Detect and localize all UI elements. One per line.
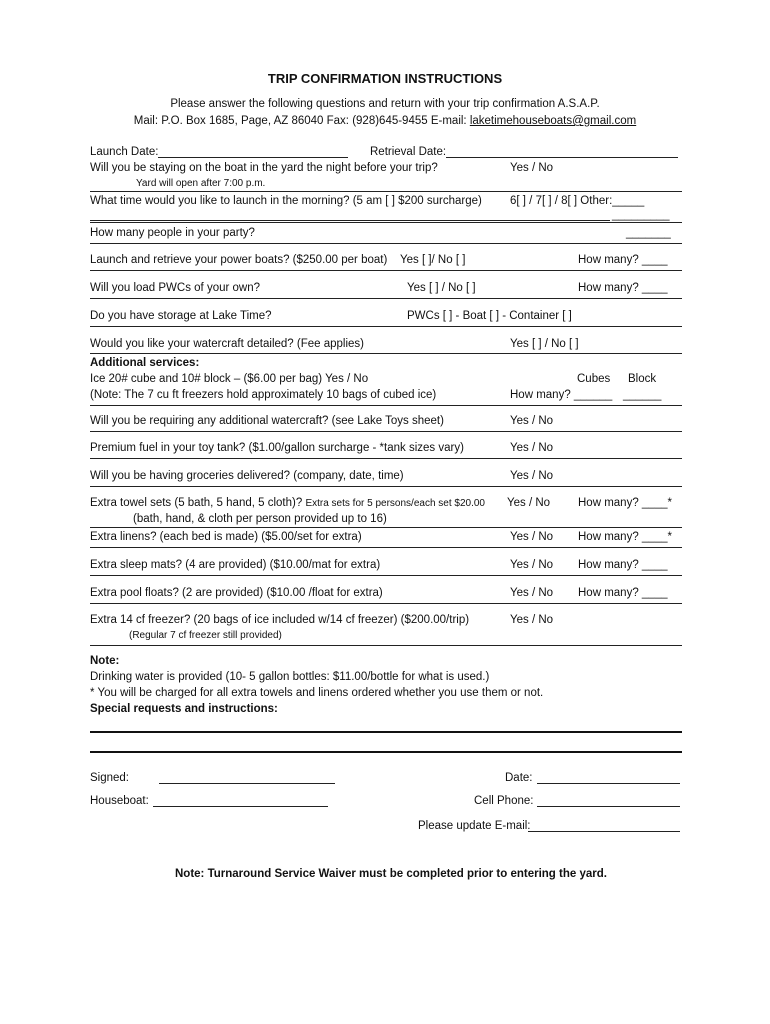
launch-time-extra-blank[interactable]: _________ [612, 209, 670, 221]
divider [90, 353, 682, 354]
additional-services-heading: Additional services: [90, 357, 200, 369]
cell-phone-label: Cell Phone: [474, 795, 534, 807]
cell-phone-field[interactable] [537, 806, 680, 807]
divider [90, 575, 682, 576]
divider [90, 603, 682, 604]
divider [90, 405, 682, 406]
sleep-mats-count[interactable]: How many? ____ [578, 559, 668, 571]
ice-cubes-label: Cubes [577, 373, 611, 385]
intro-text: Please answer the following questions and return with your trip confirmation A.S.A.P. [170, 98, 600, 110]
divider [90, 326, 682, 327]
pwc-load-question: Will you load PWCs of your own? [90, 282, 261, 294]
party-size-question: How many people in your party? [90, 227, 255, 239]
special-requests-heading: Special requests and instructions: [90, 703, 278, 715]
sleep-mats-question: Extra sleep mats? (4 are provided) ($10.00/mat for extra) [90, 559, 381, 571]
groceries-answer[interactable]: Yes / No [510, 470, 554, 482]
towel-question [90, 496, 485, 511]
divider [90, 645, 682, 646]
linens-count[interactable]: How many? ____* [578, 531, 672, 543]
retrieval-date-field[interactable] [446, 157, 678, 158]
launch-time-question: What time would you like to launch in the morning? (5 am [ ] $200 surcharge) [90, 195, 482, 207]
divider [90, 298, 682, 299]
power-boat-question: Launch and retrieve your power boats? ($250.00 per boat) [90, 254, 388, 266]
freezer-answer[interactable]: Yes / No [510, 614, 554, 626]
divider [90, 458, 682, 459]
special-requests-line[interactable] [90, 751, 682, 753]
groceries-question: Will you be having groceries delivered? (company, date, time) [90, 470, 404, 482]
stay-answer[interactable]: Yes / No [510, 162, 554, 174]
divider [90, 547, 682, 548]
detailing-question: Would you like your watercraft detailed? (Fee applies) [90, 338, 365, 350]
divider [90, 270, 682, 271]
ice-question: Ice 20# cube and 10# block – ($6.00 per bag) Yes / No [90, 373, 369, 385]
divider [90, 527, 682, 528]
pool-floats-count[interactable]: How many? ____ [578, 587, 668, 599]
pwc-load-answer[interactable]: Yes [ ] / No [ ] [407, 282, 476, 294]
towel-count[interactable]: How many? ____* [578, 497, 672, 509]
freezer-note: (Regular 7 cf freezer still provided) [129, 630, 282, 641]
party-size-field[interactable]: _______ [626, 227, 671, 239]
date-field[interactable] [537, 783, 680, 784]
ice-block-label: Block [628, 373, 657, 385]
ice-note: (Note: The 7 cu ft freezers hold approximately 10 bags of cubed ice) [90, 389, 437, 401]
launch-time-options[interactable]: 6[ ] / 7[ ] / 8[ ] Other:_____ [510, 195, 645, 207]
charge-note: * You will be charged for all extra towels and linens ordered whether you use them or not. [90, 687, 544, 699]
houseboat-field[interactable] [153, 806, 328, 807]
email-link[interactable]: laketimehouseboats@gmail.com [469, 115, 637, 127]
launch-date-label: Launch Date: [90, 146, 159, 158]
storage-question: Do you have storage at Lake Time? [90, 310, 272, 322]
drinking-water-note: Drinking water is provided (10- 5 gallon bottles: $11.00/bottle for what is used.) [90, 671, 490, 683]
houseboat-label: Houseboat: [90, 795, 149, 807]
launch-date-field[interactable] [158, 157, 348, 158]
towel-note: (bath, hand, & cloth per person provided up to 16) [133, 513, 387, 525]
premium-fuel-answer[interactable]: Yes / No [510, 442, 554, 454]
update-email-label: Please update E-mail: [418, 820, 531, 832]
freezer-question: Extra 14 cf freezer? (20 bags of ice included w/14 cf freezer) ($200.00/trip) [90, 614, 470, 626]
contact-line [0, 114, 770, 128]
premium-fuel-question: Premium fuel in your toy tank? ($1.00/gallon surcharge - *tank sizes vary) [90, 442, 464, 454]
sleep-mats-answer[interactable]: Yes / No [510, 559, 554, 571]
launch-time-notes-field[interactable] [90, 220, 610, 221]
ice-block-count[interactable]: ______ [623, 389, 662, 401]
linens-question: Extra linens? (each bed is made) ($5.00/set for extra) [90, 531, 362, 543]
pwc-load-count[interactable]: How many? ____ [578, 282, 668, 294]
pool-floats-question: Extra pool floats? (2 are provided) ($10.00 /float for extra) [90, 587, 383, 599]
linens-answer[interactable]: Yes / No [510, 531, 554, 543]
detailing-answer[interactable]: Yes [ ] / No [ ] [510, 338, 579, 350]
form-title: TRIP CONFIRMATION INSTRUCTIONS [267, 71, 503, 86]
divider [90, 222, 682, 223]
divider [90, 431, 682, 432]
note-heading: Note: [90, 655, 120, 667]
turnaround-waiver-note: Note: Turnaround Service Waiver must be completed prior to entering the yard. [175, 868, 607, 880]
divider [90, 486, 682, 487]
pool-floats-answer[interactable]: Yes / No [510, 587, 554, 599]
power-boat-count[interactable]: How many? ____ [578, 254, 668, 266]
stay-question: Will you be staying on the boat in the yard the night before your trip? [90, 162, 438, 174]
storage-answer[interactable]: PWCs [ ] - Boat [ ] - Container [ ] [407, 310, 572, 322]
divider [90, 191, 682, 192]
signed-label: Signed: [90, 772, 130, 784]
special-requests-line[interactable] [90, 731, 682, 733]
divider [90, 243, 682, 244]
retrieval-date-label: Retrieval Date: [370, 146, 447, 158]
towel-question-text: Extra towel sets (5 bath, 5 hand, 5 cloth)? [90, 497, 303, 509]
ice-cubes-count[interactable]: How many? ______ [510, 389, 613, 401]
contact-prefix: Mail: P.O. Box 1685, Page, AZ 86040 Fax: (928)645-9455 E-mail: [133, 115, 467, 127]
date-label: Date: [505, 772, 533, 784]
towel-answer[interactable]: Yes / No [507, 497, 551, 509]
towel-question-price: Extra sets for 5 persons/each set $20.00 [305, 498, 485, 509]
signature-field[interactable] [159, 783, 335, 784]
watercraft-question: Will you be requiring any additional watercraft? (see Lake Toys sheet) [90, 415, 444, 427]
watercraft-answer[interactable]: Yes / No [510, 415, 554, 427]
update-email-field[interactable] [528, 831, 680, 832]
yard-note: Yard will open after 7:00 p.m. [136, 178, 266, 189]
power-boat-answer[interactable]: Yes [ ]/ No [ ] [400, 254, 466, 266]
